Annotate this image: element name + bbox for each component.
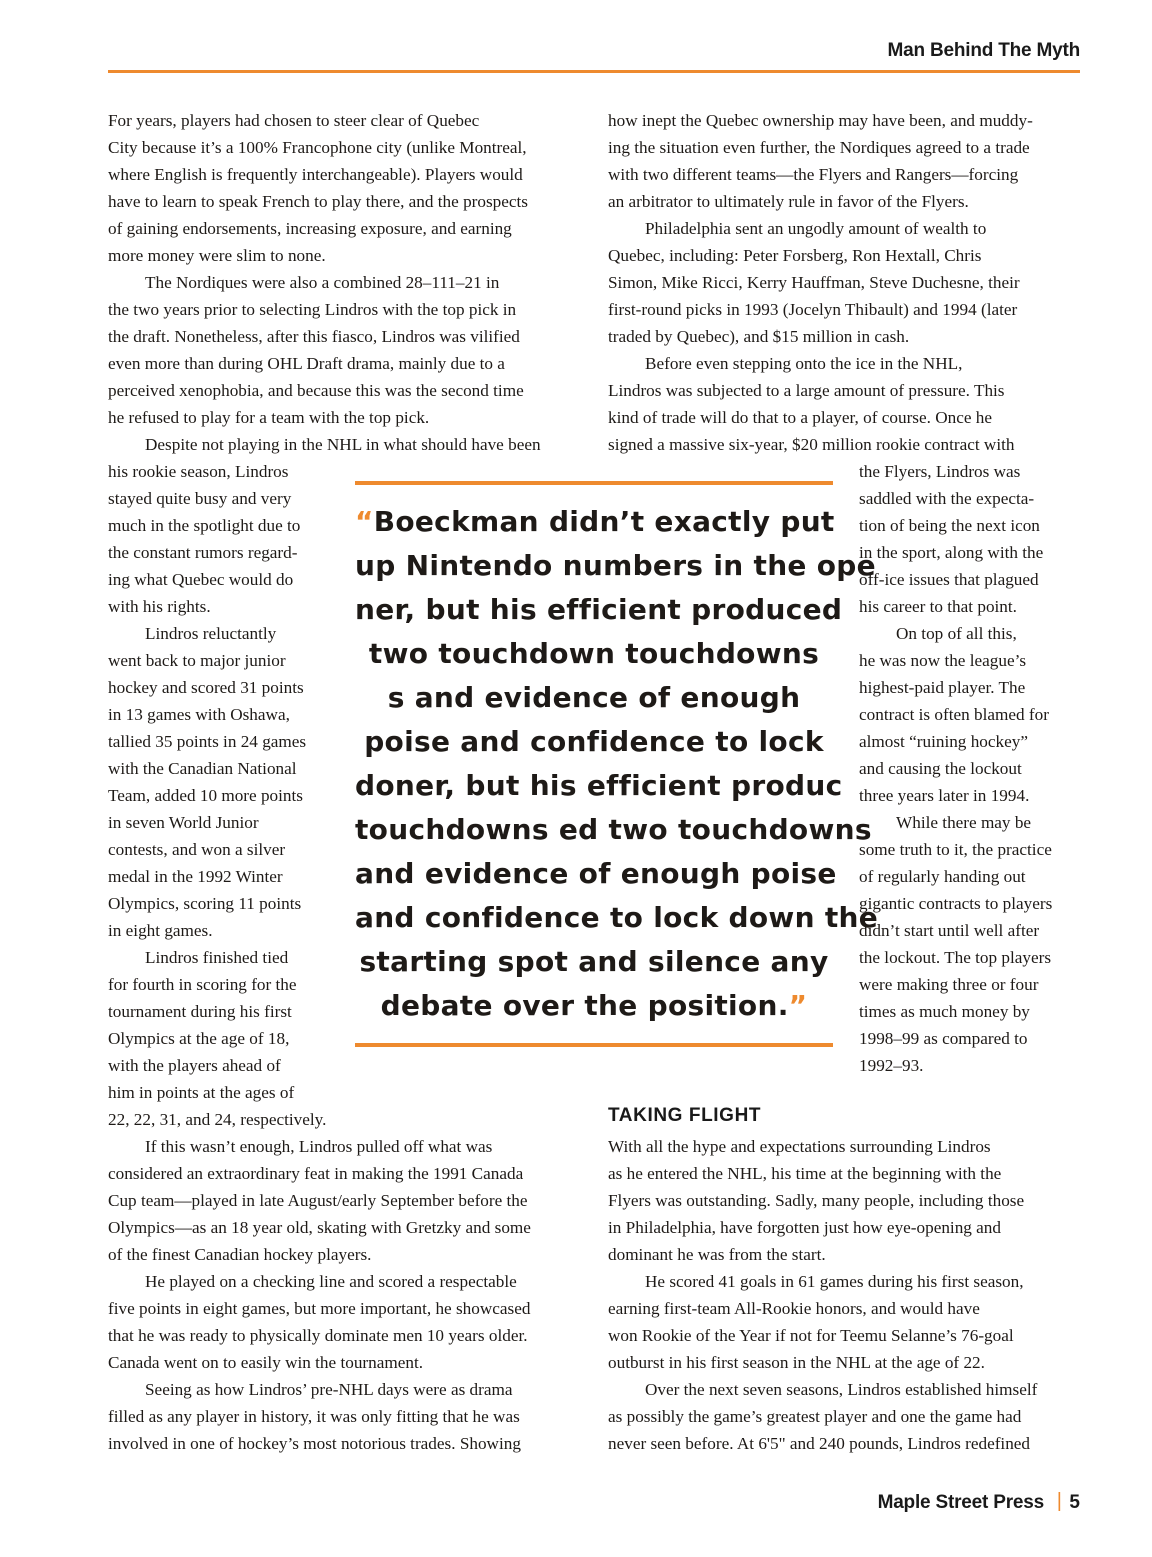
body-text-line: traded by Quebec), and $15 million in cash. <box>608 327 910 346</box>
pull-quote-line <box>355 720 833 764</box>
body-text-line: how inept the Quebec ownership may have been, and muddy- <box>608 111 1033 130</box>
body-text-line: Seeing as how Lindros’ pre-NHL days were as drama <box>145 1380 513 1399</box>
body-text-line: For years, players had chosen to steer clear of Quebec <box>108 111 480 130</box>
body-text-line: gigantic contracts to players <box>859 894 1053 913</box>
pull-quote-text: doner, but his efficient produc <box>355 769 843 802</box>
body-text-line: the Flyers, Lindros was <box>859 462 1021 481</box>
body-text-line: He scored 41 goals in 61 games during his first season, <box>645 1272 1024 1291</box>
body-text-line: he refused to play for a team with the top pick. <box>108 408 430 427</box>
body-text-line: of gaining endorsements, increasing exposure, and earning <box>108 219 512 238</box>
body-text-line: much in the spotlight due to <box>108 516 301 535</box>
pull-quote-line <box>355 984 833 1028</box>
body-text-line: saddled with the expecta- <box>859 489 1035 508</box>
body-text-line: of regularly handing out <box>859 867 1026 886</box>
body-text-line: an arbitrator to ultimately rule in favor of the Flyers. <box>608 192 969 211</box>
body-text-line: kind of trade will do that to a player, of course. Once he <box>608 408 992 427</box>
pull-quote-line <box>355 676 833 720</box>
pull-quote-top-rule <box>355 481 833 485</box>
pull-quote-line <box>355 764 843 808</box>
body-text-line: with the Canadian National <box>108 759 297 778</box>
body-text-line: tallied 35 points in 24 games <box>108 732 307 751</box>
body-text-line: Olympics, scoring 11 points <box>108 894 302 913</box>
body-text-line: off-ice issues that plagued <box>859 570 1039 589</box>
body-text-line: with two different teams—the Flyers and Rangers—forcing <box>608 165 1019 184</box>
open-quote-mark: “ <box>355 505 374 538</box>
body-text-line: involved in one of hockey’s most notorious trades. Showing <box>108 1434 521 1453</box>
pull-quote-text: touchdowns ed two touchdowns <box>355 813 872 846</box>
pull-quote-text: s and evidence of enough <box>387 681 801 714</box>
body-text-line: dominant he was from the start. <box>608 1245 826 1264</box>
body-text-line: the draft. Nonetheless, after this fiasco, Lindros was vilified <box>108 327 520 346</box>
body-text-line: even more than during OHL Draft drama, mainly due to a <box>108 354 505 373</box>
body-text-line: 22, 22, 31, and 24, respectively. <box>108 1110 327 1129</box>
body-text-line: with his rights. <box>108 597 211 616</box>
body-text-line: in 13 games with Oshawa, <box>108 705 290 724</box>
footer-publisher: Maple Street Press <box>877 1492 1044 1513</box>
pull-quote-text: up Nintendo numbers in the ope <box>355 549 876 582</box>
pull-quote-text: two touchdown touchdowns <box>368 637 820 670</box>
body-text-line: stayed quite busy and very <box>108 489 292 508</box>
body-text-line: where English is frequently interchangeable). Players would <box>108 165 523 184</box>
body-text-line: in eight games. <box>108 921 213 940</box>
body-text-line: considered an extraordinary feat in making the 1991 Canada <box>108 1164 524 1183</box>
body-text-line: his career to that point. <box>859 597 1017 616</box>
body-text-line: The Nordiques were also a combined 28–111–21 in <box>145 273 500 292</box>
body-text-line: highest-paid player. The <box>859 678 1026 697</box>
body-text-line: outburst in his first season in the NHL at the age of 22. <box>608 1353 985 1372</box>
pull-quote-line <box>355 544 876 588</box>
pull-quote-line <box>355 852 837 896</box>
body-text-line: and causing the lockout <box>859 759 1022 778</box>
body-text-line: He played on a checking line and scored a respectable <box>145 1272 517 1291</box>
body-text-line: the two years prior to selecting Lindros with the top pick in <box>108 300 517 319</box>
body-text-line: that he was ready to physically dominate men 10 years older. <box>108 1326 528 1345</box>
pull-quote-line <box>355 896 879 940</box>
body-text-line: went back to major junior <box>108 651 286 670</box>
pull-quote-line <box>355 588 843 632</box>
body-text-line: medal in the 1992 Winter <box>108 867 283 886</box>
page-number: 5 <box>1069 1492 1080 1513</box>
header-rule <box>108 70 1080 73</box>
body-text-line: first-round picks in 1993 (Jocelyn Thibault) and 1994 (later <box>608 300 1018 319</box>
body-text-line: have to learn to speak French to play there, and the prospects <box>108 192 528 211</box>
body-text-line: five points in eight games, but more important, he showcased <box>108 1299 531 1318</box>
body-text-line: Team, added 10 more points <box>108 786 303 805</box>
body-text-line: three years later in 1994. <box>859 786 1030 805</box>
pull-quote-bottom-rule <box>355 1043 833 1047</box>
body-text-line: as he entered the NHL, his time at the beginning with the <box>608 1164 1002 1183</box>
body-text-line: hockey and scored 31 points <box>108 678 304 697</box>
body-text-line: Before even stepping onto the ice in the NHL, <box>645 354 963 373</box>
pull-quote-text: poise and confidence to lock <box>364 725 824 758</box>
body-text-line: Cup team—played in late August/early September before the <box>108 1191 528 1210</box>
body-text-line: he was now the league’s <box>859 651 1027 670</box>
body-text-line: 1998–99 as compared to <box>859 1029 1028 1048</box>
pull-quote-text: starting spot and silence any <box>359 945 829 978</box>
body-text-line: tion of being the next icon <box>859 516 1040 535</box>
pull-quote-line <box>355 500 833 544</box>
body-text-line: never seen before. At 6'5" and 240 pounds, Lindros redefined <box>608 1434 1031 1453</box>
body-text-line: contests, and won a silver <box>108 840 286 859</box>
body-text-line: won Rookie of the Year if not for Teemu Selanne’s 76-goal <box>608 1326 1014 1345</box>
pull-quote-line <box>355 940 833 984</box>
body-text-line: ing what Quebec would do <box>108 570 294 589</box>
body-text-line: as possibly the game’s greatest player and one the game had <box>608 1407 1022 1426</box>
footer-separator: | <box>1056 1490 1062 1512</box>
body-text-line: Lindros reluctantly <box>145 624 277 643</box>
pull-quote-line <box>355 808 872 852</box>
body-text-line: Quebec, including: Peter Forsberg, Ron Hextall, Chris <box>608 246 982 265</box>
body-text-line: Philadelphia sent an ungodly amount of wealth to <box>645 219 987 238</box>
body-text-line: his rookie season, Lindros <box>108 462 289 481</box>
body-text-line: the lockout. The top players <box>859 948 1052 967</box>
pull-quote-text: and confidence to lock down the <box>355 901 879 934</box>
body-text-line: in the sport, along with the <box>859 543 1044 562</box>
body-text-line: 1992–93. <box>859 1056 924 1075</box>
body-text-line: With all the hype and expectations surrounding Lindros <box>608 1137 991 1156</box>
body-text-line: Lindros finished tied <box>145 948 289 967</box>
body-text-line: were making three or four <box>859 975 1039 994</box>
body-text-line: On top of all this, <box>896 624 1017 643</box>
body-text-line: the constant rumors regard- <box>108 543 298 562</box>
body-text-line: in Philadelphia, have forgotten just how eye-opening and <box>608 1218 1001 1237</box>
running-header: Man Behind The Myth <box>887 40 1080 61</box>
body-text-line: almost “ruining hockey” <box>859 732 1028 751</box>
body-text-line: some truth to it, the practice <box>859 840 1052 859</box>
body-text-line: Flyers was outstanding. Sadly, many people, including those <box>608 1191 1025 1210</box>
body-text-line: with the players ahead of <box>108 1056 281 1075</box>
body-text-line: ing the situation even further, the Nordiques agreed to a trade <box>608 138 1030 157</box>
body-text-line: for fourth in scoring for the <box>108 975 297 994</box>
body-text-line: more money were slim to none. <box>108 246 326 265</box>
body-text-line: Canada went on to easily win the tournament. <box>108 1353 424 1372</box>
pull-quote-line <box>355 632 833 676</box>
body-text-line: Olympics—as an 18 year old, skating with Gretzky and some <box>108 1218 531 1237</box>
body-text-line: times as much money by <box>859 1002 1030 1021</box>
body-text-line: Over the next seven seasons, Lindros established himself <box>645 1380 1038 1399</box>
body-text-line: Olympics at the age of 18, <box>108 1029 290 1048</box>
pull-quote-text: ner, but his efficient produced <box>355 593 843 626</box>
body-text-line: While there may be <box>896 813 1032 832</box>
body-text-line: Simon, Mike Ricci, Kerry Hauffman, Steve Duchesne, their <box>608 273 1020 292</box>
close-quote-mark: ” <box>788 989 808 1022</box>
body-text-line: contract is often blamed for <box>859 705 1049 724</box>
pull-quote-text: Boeckman didn’t exactly put <box>373 505 835 538</box>
body-text-line: filled as any player in history, it was only fitting that he was <box>108 1407 520 1426</box>
body-text-line: Despite not playing in the NHL in what should have been <box>145 435 541 454</box>
body-text-line: didn’t start until well after <box>859 921 1040 940</box>
body-text-line: earning first-team All-Rookie honors, and would have <box>608 1299 980 1318</box>
body-text-line: of the finest Canadian hockey players. <box>108 1245 372 1264</box>
body-text-line: perceived xenophobia, and because this was the second time <box>108 381 524 400</box>
pull-quote-text: and evidence of enough poise <box>355 857 837 890</box>
body-text-line: Lindros was subjected to a large amount of pressure. This <box>608 381 1005 400</box>
body-text-line: in seven World Junior <box>108 813 259 832</box>
body-text-line: City because it’s a 100% Francophone city (unlike Montreal, <box>108 138 527 157</box>
body-text-line: signed a massive six-year, $20 million rookie contract with <box>608 435 1015 454</box>
section-heading: TAKING FLIGHT <box>608 1105 762 1126</box>
body-text-line: tournament during his first <box>108 1002 292 1021</box>
body-text-line: him in points at the ages of <box>108 1083 295 1102</box>
body-text-line: If this wasn’t enough, Lindros pulled off what was <box>145 1137 493 1156</box>
pull-quote-text: debate over the position. <box>380 989 789 1022</box>
